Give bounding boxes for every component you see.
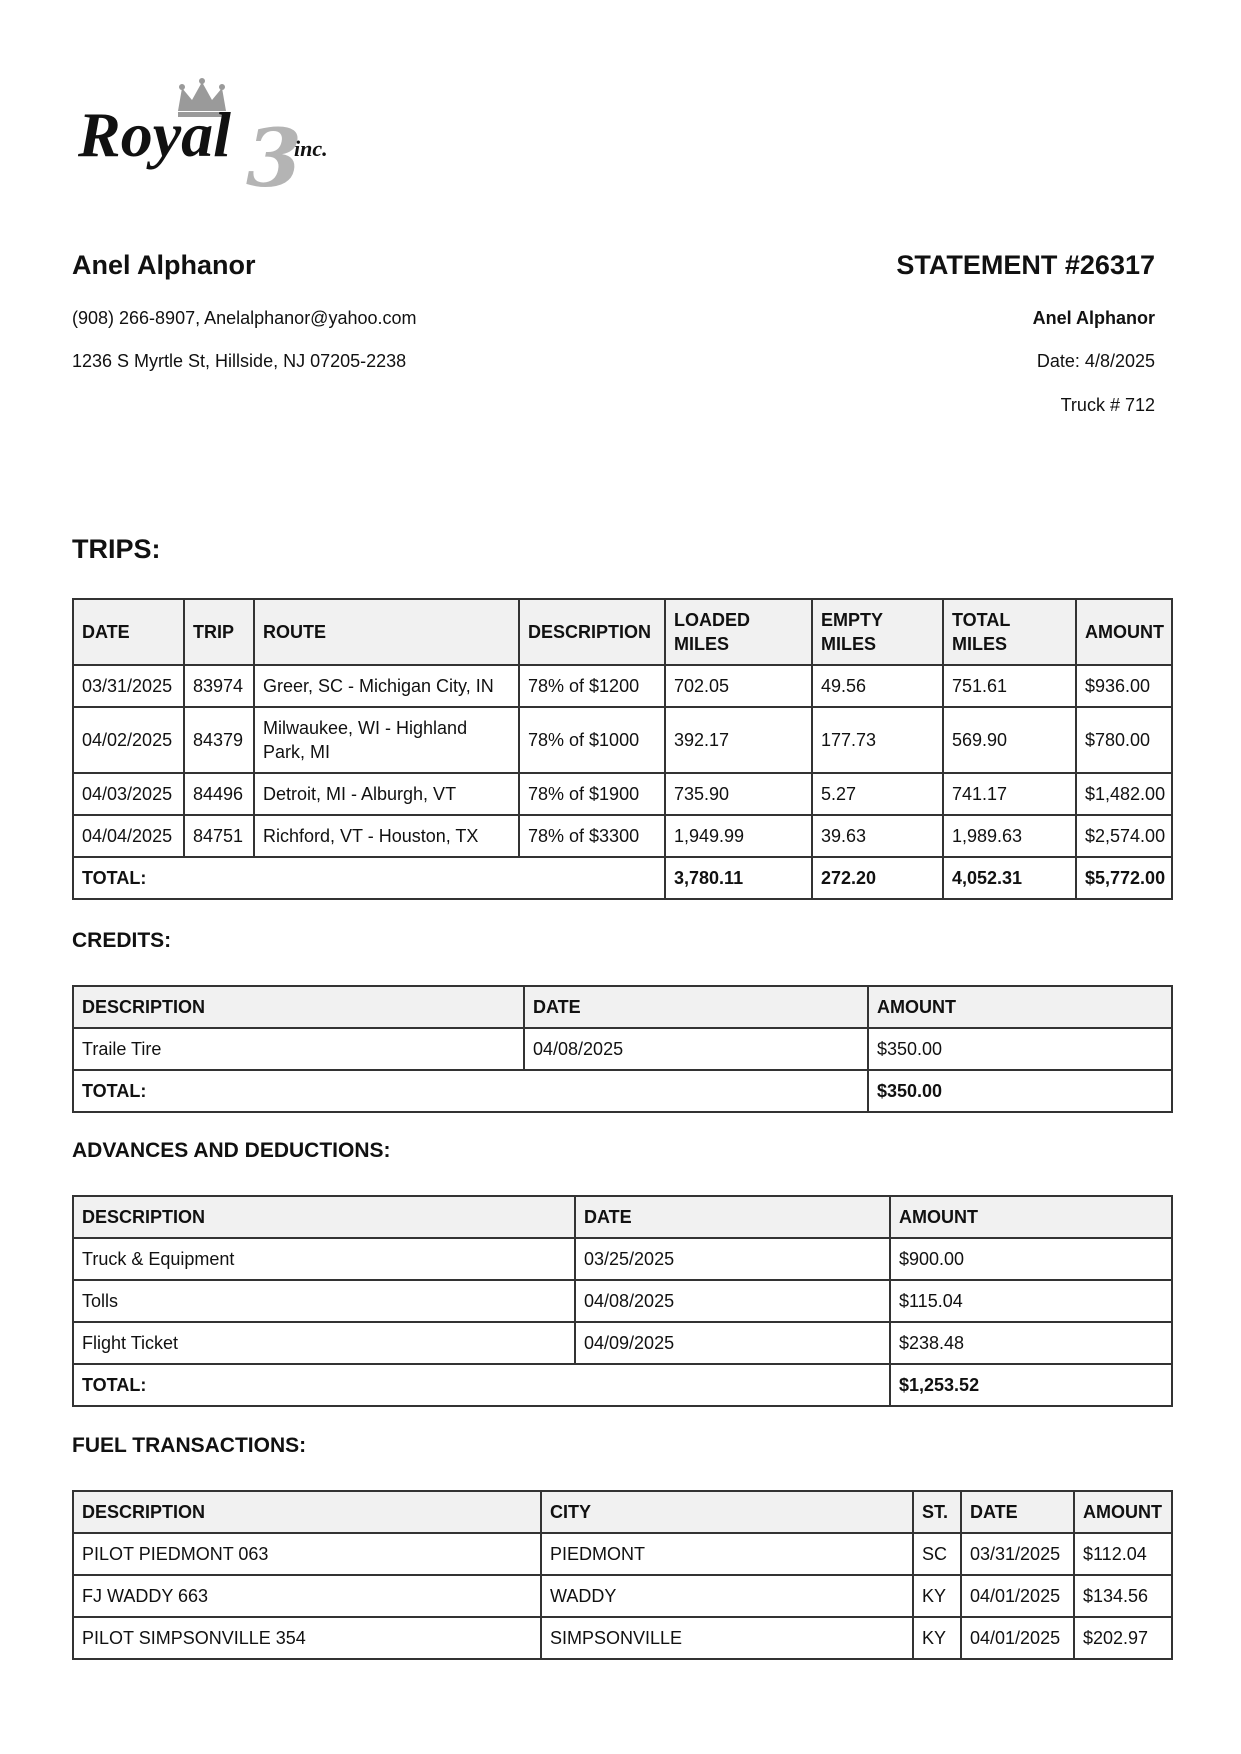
table-cell: 1,989.63: [943, 815, 1076, 857]
driver-contact: (908) 266-8907, Anelalphanor@yahoo.com: [72, 308, 417, 328]
table-header-row: [73, 1196, 1172, 1238]
col-header: TRIP: [184, 599, 254, 665]
fuel-heading: FUEL TRANSACTIONS:: [72, 1434, 307, 1457]
table-cell: $115.04: [890, 1280, 1172, 1322]
col-header: DESCRIPTION: [519, 599, 665, 665]
table-header-row: [73, 986, 1172, 1028]
table-cell: KY: [913, 1617, 961, 1659]
table-row: [73, 773, 1172, 815]
table-cell: $780.00: [1076, 707, 1172, 773]
table-cell: 03/31/2025: [73, 665, 184, 707]
table-cell: Richford, VT - Houston, TX: [254, 815, 519, 857]
table-cell: 04/03/2025: [73, 773, 184, 815]
table-cell: 5.27: [812, 773, 943, 815]
table-row: [73, 815, 1172, 857]
credits-heading: CREDITS:: [72, 929, 172, 952]
table-cell: 702.05: [665, 665, 812, 707]
col-header: DATE: [524, 986, 868, 1028]
col-header: ST.: [913, 1491, 961, 1533]
statement-title: STATEMENT #26317: [896, 250, 1155, 280]
total-amount: $1,253.52: [890, 1364, 1172, 1406]
table-header-row: [73, 599, 1172, 665]
table-cell: 741.17: [943, 773, 1076, 815]
table-cell: 84379: [184, 707, 254, 773]
table-cell: SC: [913, 1533, 961, 1575]
trips-heading: TRIPS:: [72, 534, 161, 564]
col-header: AMOUNT: [1074, 1491, 1172, 1533]
col-header: DESCRIPTION: [73, 1491, 541, 1533]
col-header: AMOUNT: [868, 986, 1172, 1028]
table-row: [73, 1238, 1172, 1280]
total-amount: $350.00: [868, 1070, 1172, 1112]
table-cell: Flight Ticket: [73, 1322, 575, 1364]
table-row: [73, 1028, 1172, 1070]
col-header: EMPTY MILES: [812, 599, 943, 665]
table-row: [73, 1280, 1172, 1322]
table-cell: $2,574.00: [1076, 815, 1172, 857]
table-row: [73, 1575, 1172, 1617]
table-cell: 04/09/2025: [575, 1322, 890, 1364]
table-cell: 78% of $1200: [519, 665, 665, 707]
total-row: [73, 857, 1172, 899]
table-cell: Greer, SC - Michigan City, IN: [254, 665, 519, 707]
table-cell: Truck & Equipment: [73, 1238, 575, 1280]
col-header: LOADED MILES: [665, 599, 812, 665]
trips-table: [72, 598, 1173, 900]
total-loaded-miles: 3,780.11: [665, 857, 812, 899]
table-cell: $350.00: [868, 1028, 1172, 1070]
truck-number: Truck # 712: [1060, 395, 1155, 415]
table-cell: 177.73: [812, 707, 943, 773]
driver-address: 1236 S Myrtle St, Hillside, NJ 07205-2238: [72, 351, 407, 371]
table-header-row: [73, 1491, 1172, 1533]
col-header: TOTAL MILES: [943, 599, 1076, 665]
table-cell: $238.48: [890, 1322, 1172, 1364]
table-cell: $134.56: [1074, 1575, 1172, 1617]
table-row: [73, 665, 1172, 707]
table-row: [73, 1617, 1172, 1659]
total-row: [73, 1070, 1172, 1112]
total-empty-miles: 272.20: [812, 857, 943, 899]
table-cell: $202.97: [1074, 1617, 1172, 1659]
col-header: DATE: [73, 599, 184, 665]
table-cell: 04/01/2025: [961, 1575, 1074, 1617]
table-cell: PIEDMONT: [541, 1533, 913, 1575]
advances-table: [72, 1195, 1173, 1407]
col-header: AMOUNT: [890, 1196, 1172, 1238]
table-cell: Milwaukee, WI - Highland Park, MI: [254, 707, 519, 773]
total-label: TOTAL:: [73, 1364, 890, 1406]
table-cell: 392.17: [665, 707, 812, 773]
table-cell: 49.56: [812, 665, 943, 707]
table-row: [73, 1322, 1172, 1364]
table-cell: PILOT PIEDMONT 063: [73, 1533, 541, 1575]
col-header: CITY: [541, 1491, 913, 1533]
table-cell: Traile Tire: [73, 1028, 524, 1070]
total-label: TOTAL:: [73, 1070, 868, 1112]
table-cell: KY: [913, 1575, 961, 1617]
table-cell: 04/01/2025: [961, 1617, 1074, 1659]
table-cell: 735.90: [665, 773, 812, 815]
table-cell: $112.04: [1074, 1533, 1172, 1575]
col-header: ROUTE: [254, 599, 519, 665]
table-cell: 03/31/2025: [961, 1533, 1074, 1575]
total-row: [73, 1364, 1172, 1406]
table-row: [73, 707, 1172, 773]
statement-name: Anel Alphanor: [1032, 308, 1155, 328]
table-cell: Detroit, MI - Alburgh, VT: [254, 773, 519, 815]
table-cell: Tolls: [73, 1280, 575, 1322]
logo-suffix: inc.: [294, 136, 328, 161]
statement-date: Date: 4/8/2025: [1036, 351, 1155, 371]
table-cell: 39.63: [812, 815, 943, 857]
table-cell: 78% of $1900: [519, 773, 665, 815]
table-cell: $1,482.00: [1076, 773, 1172, 815]
table-cell: 78% of $1000: [519, 707, 665, 773]
advances-heading: ADVANCES AND DEDUCTIONS:: [72, 1139, 391, 1162]
table-cell: 78% of $3300: [519, 815, 665, 857]
table-cell: 569.90: [943, 707, 1076, 773]
table-cell: 1,949.99: [665, 815, 812, 857]
table-cell: 04/08/2025: [524, 1028, 868, 1070]
table-cell: PILOT SIMPSONVILLE 354: [73, 1617, 541, 1659]
total-miles: 4,052.31: [943, 857, 1076, 899]
table-row: [73, 1533, 1172, 1575]
logo-script: Royal: [78, 99, 231, 170]
table-cell: $900.00: [890, 1238, 1172, 1280]
col-header: DESCRIPTION: [73, 986, 524, 1028]
fuel-table: [72, 1490, 1173, 1660]
total-label: TOTAL:: [73, 857, 665, 899]
table-cell: 83974: [184, 665, 254, 707]
credits-table: [72, 985, 1173, 1113]
col-header: DATE: [575, 1196, 890, 1238]
table-cell: $936.00: [1076, 665, 1172, 707]
table-cell: 04/04/2025: [73, 815, 184, 857]
total-amount: $5,772.00: [1076, 857, 1172, 899]
table-cell: 04/02/2025: [73, 707, 184, 773]
table-cell: 03/25/2025: [575, 1238, 890, 1280]
table-cell: 84751: [184, 815, 254, 857]
table-cell: 751.61: [943, 665, 1076, 707]
table-cell: 04/08/2025: [575, 1280, 890, 1322]
table-cell: SIMPSONVILLE: [541, 1617, 913, 1659]
col-header: AMOUNT: [1076, 599, 1172, 665]
col-header: DESCRIPTION: [73, 1196, 575, 1238]
logo-numeral: 3: [246, 111, 302, 193]
table-cell: 84496: [184, 773, 254, 815]
company-logo: [78, 78, 378, 193]
table-cell: FJ WADDY 663: [73, 1575, 541, 1617]
table-cell: WADDY: [541, 1575, 913, 1617]
col-header: DATE: [961, 1491, 1074, 1533]
driver-name: Anel Alphanor: [72, 250, 256, 280]
